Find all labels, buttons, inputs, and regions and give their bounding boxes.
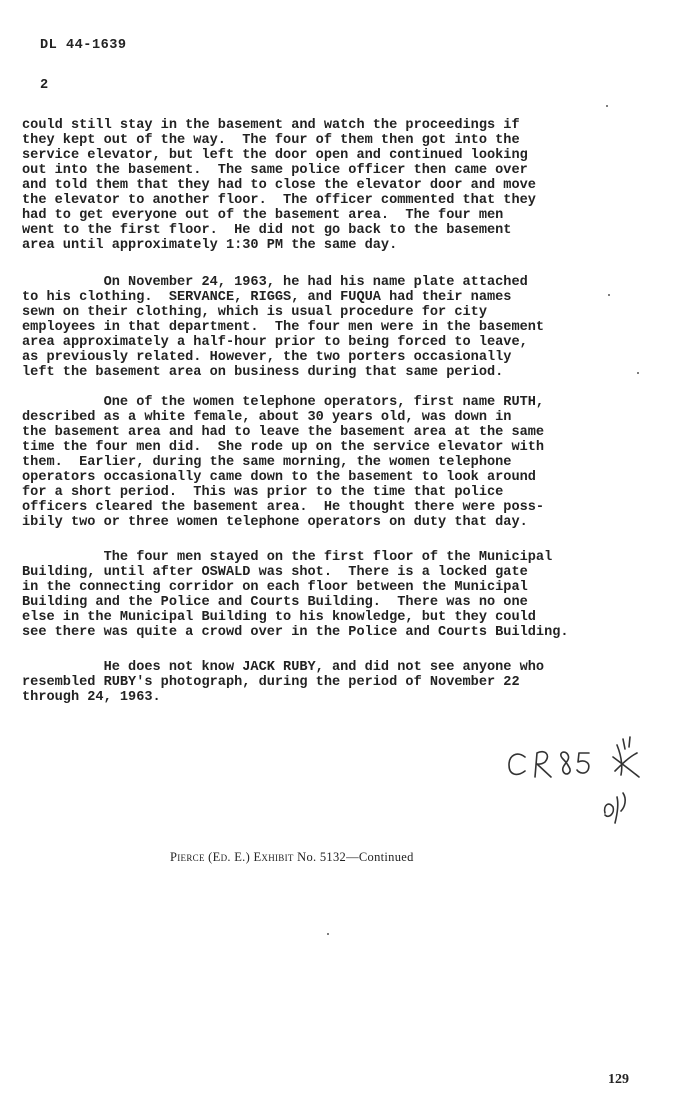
text-line: and told them that they had to close the elevator door and move xyxy=(22,178,536,193)
text-line: in the connecting corridor on each floor between the Municipal xyxy=(22,580,528,595)
text-line: left the basement area on business during that same period. xyxy=(22,365,504,380)
scan-speck xyxy=(608,294,610,296)
paragraph-jack-ruby xyxy=(22,660,622,705)
text-line: see there was quite a crowd over in the Police and Courts Building. xyxy=(22,625,569,640)
text-line: as previously related. However, the two porters occasionally xyxy=(22,350,512,365)
exhibit-number: No. 5132 xyxy=(297,850,347,864)
paragraph-name-plate xyxy=(22,275,622,380)
scan-speck xyxy=(606,105,608,107)
text-line: the elevator to another floor. The officer commented that they xyxy=(22,193,536,208)
text-line: sewn on their clothing, which is usual procedure for city xyxy=(22,305,487,320)
text-line: One of the women telephone operators, first name RUTH, xyxy=(22,395,545,410)
text-line: Building, until after OSWALD was shot. There is a locked gate xyxy=(22,565,528,580)
text-line: to his clothing. SERVANCE, RIGGS, and FUQUA had their names xyxy=(22,290,512,305)
page-number: 129 xyxy=(608,1072,629,1087)
text-line: time the four men did. She rode up on the service elevator with xyxy=(22,440,545,455)
text-line: went to the first floor. He did not go back to the basement xyxy=(22,223,512,238)
text-line: else in the Municipal Building to his knowledge, but they could xyxy=(22,610,536,625)
text-line: resembled RUBY's photograph, during the period of November 22 xyxy=(22,675,520,690)
handwritten-annotation xyxy=(505,735,655,845)
text-line: ibily two or three women telephone operators on duty that day. xyxy=(22,515,528,530)
exhibit-name: Pierce (Ed. E.) Exhibit xyxy=(170,850,294,864)
scan-speck xyxy=(637,372,639,374)
text-line: service elevator, but left the door open and continued looking xyxy=(22,148,528,163)
exhibit-caption xyxy=(170,850,414,865)
page-index: 2 xyxy=(40,78,49,93)
paragraph-basement-proceedings xyxy=(22,118,622,253)
text-line: The four men stayed on the first floor of the Municipal xyxy=(22,550,553,565)
paragraph-first-floor xyxy=(22,550,622,640)
text-line: they kept out of the way. The four of them then got into the xyxy=(22,133,520,148)
paragraph-telephone-operators xyxy=(22,395,622,530)
text-line: described as a white female, about 30 years old, was down in xyxy=(22,410,512,425)
text-line: employees in that department. The four men were in the basement xyxy=(22,320,545,335)
exhibit-continued: —Continued xyxy=(346,850,414,864)
text-line: He does not know JACK RUBY, and did not see anyone who xyxy=(22,660,545,675)
text-line: Building and the Police and Courts Building. There was no one xyxy=(22,595,528,610)
text-line: through 24, 1963. xyxy=(22,690,161,705)
scan-speck xyxy=(327,933,329,935)
text-line: could still stay in the basement and watch the proceedings if xyxy=(22,118,520,133)
file-number: DL 44-1639 xyxy=(40,38,127,53)
text-line: area approximately a half-hour prior to being forced to leave, xyxy=(22,335,528,350)
text-line: area until approximately 1:30 PM the same day. xyxy=(22,238,398,253)
text-line: On November 24, 1963, he had his name plate attached xyxy=(22,275,528,290)
text-line: them. Earlier, during the same morning, the women telephone xyxy=(22,455,512,470)
text-line: operators occasionally came down to the basement to look around xyxy=(22,470,536,485)
text-line: for a short period. This was prior to the time that police xyxy=(22,485,504,500)
text-line: the basement area and had to leave the basement area at the same xyxy=(22,425,545,440)
text-line: out into the basement. The same police officer then came over xyxy=(22,163,528,178)
text-line: had to get everyone out of the basement area. The four men xyxy=(22,208,504,223)
text-line: officers cleared the basement area. He thought there were poss- xyxy=(22,500,545,515)
